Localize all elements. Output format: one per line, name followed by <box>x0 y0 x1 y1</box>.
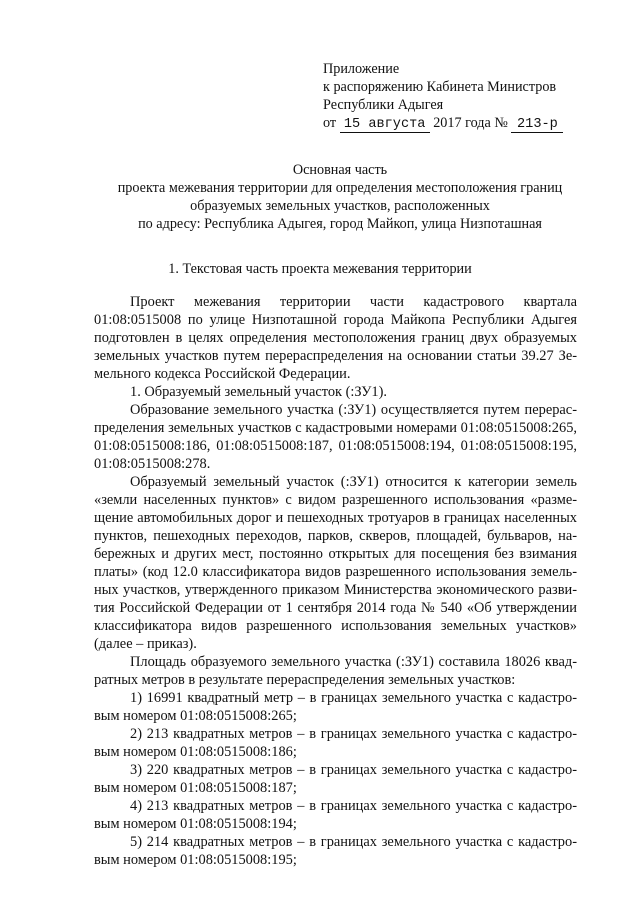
body-line: 01:08:0515008:186, 01:08:0515008:187, 01:08:0515008:194, 01:08:0515008:195, <box>94 438 577 454</box>
heading-line-3: образуемых земельных участков, расположенных <box>190 198 490 214</box>
body-line: бережных и других мест, постоянно открытых для посещения без взимания <box>94 546 577 562</box>
body-line: щение автомобильных дорог и пешеходных тротуаров в границах населенных <box>94 510 577 526</box>
body-line: платы» (код 12.0 классификатора видов разрешенного использования земель- <box>94 564 577 580</box>
body-line: вым номером 01:08:0515008:195; <box>94 852 297 868</box>
body-line: 1) 16991 квадратный метр – в границах земельного участка с кадастро- <box>130 690 577 706</box>
document-body <box>94 293 577 869</box>
heading-line-4: по адресу: Республика Адыгея, город Майкоп, улица Низпоташная <box>138 216 542 232</box>
section-title: 1. Текстовая часть проекта межевания территории <box>168 261 472 277</box>
body-line: «земли населенных пунктов» с видом разрешенного использования «разме- <box>94 492 577 508</box>
body-line: 4) 213 квадратных метров – в границах земельного участка с кадастро- <box>130 798 577 814</box>
body-line: 01:08:0515008 по улице Низпоташной города Майкопа Республики Адыгея <box>94 312 577 328</box>
body-line: Образуемый земельный участок (:ЗУ1) относится к категории земель <box>130 474 577 490</box>
body-line: подготовлен в целях определения местоположения границ двух образуемых <box>94 330 577 346</box>
body-line: Площадь образуемого земельного участка (:ЗУ1) составила 18026 квад- <box>130 654 577 670</box>
body-line: пределения земельных участков с кадастровыми номерами 01:08:0515008:265, <box>94 420 577 436</box>
year-text: 2017 года № <box>433 115 508 131</box>
body-line: вым номером 01:08:0515008:186; <box>94 744 297 760</box>
body-line: ратных метров в результате перераспределения земельных участков: <box>94 672 516 688</box>
heading-line-1: Основная часть <box>292 162 388 178</box>
body-line: тия Российской Федерации от 1 сентября 2014 года № 540 «Об утверждении <box>94 600 577 616</box>
body-line: мельного кодекса Российской Федерации. <box>94 366 351 382</box>
body-line: 5) 214 квадратных метров – в границах земельного участка с кадастро- <box>130 834 577 850</box>
appendix-line-2: к распоряжению Кабинета Министров <box>323 79 557 95</box>
body-line: 3) 220 квадратных метров – в границах земельного участка с кадастро- <box>130 762 577 778</box>
body-line: пунктов, пешеходных переходов, парков, скверов, площадей, бульваров, на- <box>94 528 577 544</box>
body-line: классификатора видов разрешенного использования земельных участков» <box>94 618 577 634</box>
date-value: 15 августа <box>340 118 430 133</box>
document-heading <box>60 161 620 233</box>
appendix-block <box>323 60 563 132</box>
body-line: ных участков, утвержденного приказом Министерства экономического разви- <box>94 582 577 598</box>
body-line: Проект межевания территории части кадастрового квартала <box>130 294 577 310</box>
appendix-line-3: Республики Адыгея <box>323 97 444 113</box>
heading-line-2: проекта межевания территории для определения местоположения границ <box>117 180 563 196</box>
body-line: (далее – приказ). <box>94 636 197 652</box>
body-line: 2) 213 квадратных метров – в границах земельного участка с кадастро- <box>130 726 577 742</box>
order-number: 213-р <box>511 118 563 133</box>
body-line: Образование земельного участка (:ЗУ1) осуществляется путем перерас- <box>130 402 577 418</box>
body-line: 1. Образуемый земельный участок (:ЗУ1). <box>130 384 388 400</box>
appendix-title: Приложение <box>323 61 400 77</box>
appendix-date-line <box>323 114 563 132</box>
body-line: вым номером 01:08:0515008:187; <box>94 780 297 796</box>
body-line: вым номером 01:08:0515008:194; <box>94 816 297 832</box>
body-line: земельных участков путем перераспределения на основании статьи 39.27 Зе- <box>94 348 577 364</box>
date-prefix: от <box>323 115 337 131</box>
body-line: вым номером 01:08:0515008:265; <box>94 708 297 724</box>
body-line: 01:08:0515008:278. <box>94 456 211 472</box>
